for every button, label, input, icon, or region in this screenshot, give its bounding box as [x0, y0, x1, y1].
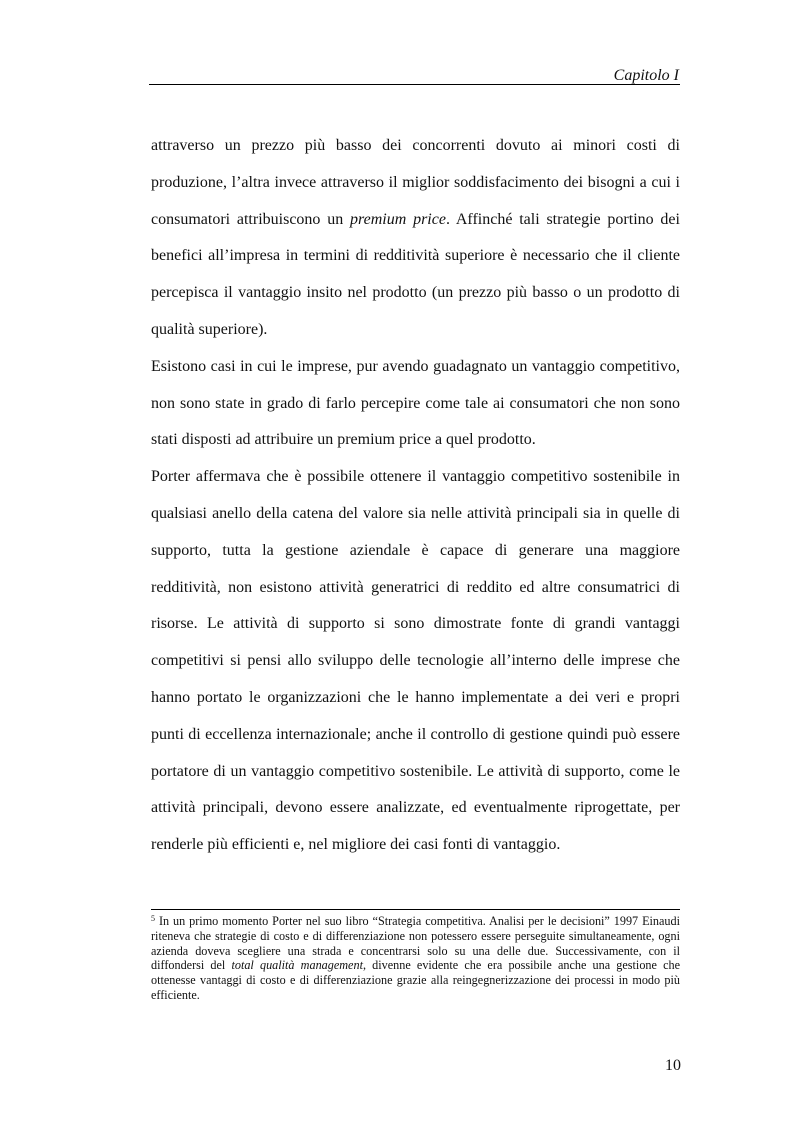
paragraph: Porter affermava che è possibile ottenere il vantaggio competitivo sostenibile in qualsiasi anello della catena del valore sia nelle attività principali sia in quelle di supporto, tutta la gestione aziendale è capace di generare una maggiore redditività, non esistono attività generatrici di reddito ed altre consumatrici di risorse. Le attività di supporto si sono dimostrate fonte di grandi vantaggi competitivi si pensi allo sviluppo delle tecnologie all’interno delle imprese che hanno portato le organizzazioni che le hanno implementate a dei veri e propri punti di eccellenza internazionale; anche il controllo di gestione quindi può essere portatore di un vantaggio competitivo sostenibile. Le attività di supporto, come le attività principali, devono essere analizzate, ed eventualmente riprogettate, per renderle più efficienti e, nel migliore dei casi fonti di vantaggio.: [151, 468, 680, 854]
page-number: 10: [665, 1057, 681, 1074]
footnote-divider: [151, 909, 680, 910]
footnote: [151, 914, 680, 1003]
body-text: [151, 128, 680, 864]
chapter-title: Capitolo I: [613, 67, 679, 84]
emphasis-term: premium price: [350, 210, 446, 228]
paragraph-text: attraverso un prezzo più basso dei concorrenti dovuto ai minori costi di produzione, l’altra invece attraverso il miglior soddisfacimento dei bisogni a cui i consumatori attribuiscono un: [151, 137, 680, 228]
footnote-text: , divenne evidente che era possibile anche una gestione che ottenesse vantaggi di costo e di differenziazione grazie alla reingegnerizzazione dei processi in modo più efficiente.: [151, 958, 680, 1002]
header-divider: [149, 84, 680, 85]
paragraph: [151, 128, 680, 349]
footnote-emphasis: total qualità management: [231, 958, 363, 973]
footnote-text: In un primo momento Porter nel suo libro “Strategia competitiva. Analisi per le decisioni” 1997 Einaudi riteneva che strategie di costo e di differenziazione non potessero essere perseguite simultaneamente, ogni azienda doveva scegliere una strada e concentrarsi solo su una delle due. Successivamente, con il diffondersi del: [151, 914, 680, 973]
footnote-marker: 5: [151, 914, 155, 923]
paragraph-text: . Affinché tali strategie portino dei benefici all’impresa in termini di redditività superiore è necessario che il cliente percepisca il vantaggio insito nel prodotto (un prezzo più basso o un prodotto di qualità superiore).: [151, 210, 680, 338]
paragraph: Esistono casi in cui le imprese, pur avendo guadagnato un vantaggio competitivo, non sono state in grado di farlo percepire come tale ai consumatori che non sono stati disposti ad attribuire un premium price a quel prodotto.: [151, 357, 680, 449]
